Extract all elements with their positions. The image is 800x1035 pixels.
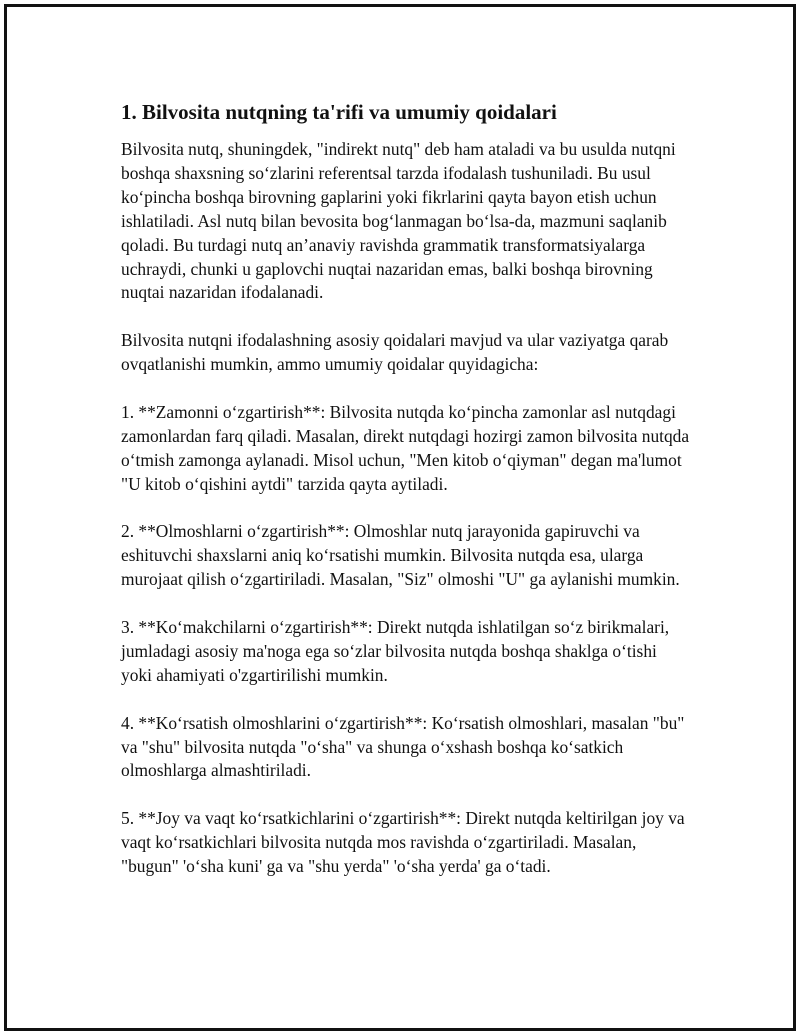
rule-item-demonstratives: 4. **Ko‘rsatish olmoshlarini o‘zgartirish**: Ko‘rsatish olmoshlari, masalan "bu" va "shu" bilvosita nutqda "o‘sha" va shunga o‘xshash boshqa ko‘satkich olmoshlarga almashtiriladi.	[121, 712, 685, 781]
paragraph-definition: Bilvosita nutq, shuningdek, "indirekt nutq" deb ham ataladi va bu usulda nutqni boshqa shaxsning so‘zlarini referentsal tarzda ifodalash tushuniladi. Bu usul ko‘pincha boshqa birovning gaplarini yoki fikrlarini qayta bayon etish uchun ishlatiladi. Asl nutq bilan bevosita bog‘lanmagan bo‘lsa-da, mazmuni saqlanib qoladi. Bu turdagi nutq an’anaviy ravishda grammatik transformatsiyalarga uchraydi, chunki u gaplovchi nuqtai nazaridan emas, balki boshqa birovning nuqtai nazaridan ifodalanadi.	[121, 139, 676, 303]
rule-item-place-time: 5. **Joy va vaqt ko‘rsatkichlarini o‘zgartirish**: Direkt nutqda keltirilgan joy va vaqt ko‘rsatkichlari bilvosita nutqda mos ravishda o‘zgartiriladi. Masalan, "bugun" 'o‘sha kuni' ga va "shu yerda" 'o‘sha yerda' ga o‘tadi.	[121, 808, 685, 877]
rule-item-auxiliaries: 3. **Ko‘makchilarni o‘zgartirish**: Direkt nutqda ishlatilgan so‘z birikmalari, jumladagi asosiy ma'noga ega so‘zlar bilvosita nutqda boshqa shaklga o‘tishi yoki ahamiyati o'zgartirilishi mumkin.	[121, 617, 670, 685]
paragraph-rules-intro: Bilvosita nutqni ifodalashning asosiy qoidalari mavjud va ular vaziyatga qarab ovqatlanishi mumkin, ammo umumiy qoidalar quyidagicha:	[121, 330, 669, 375]
document-body	[121, 99, 691, 903]
rule-item-tense: 1. **Zamonni o‘zgartirish**: Bilvosita nutqda ko‘pincha zamonlar asl nutqdagi zamonlardan farq qiladi. Masalan, direkt nutqdagi hozirgi zamon bilvosita nutqda o‘tmish zamonga aylanadi. Misol uchun, "Men kitob o‘qiyman" degan ma'lumot "U kitob o‘qishini aytdi" tarzida qayta aytiladi.	[121, 401, 690, 494]
section-heading: 1. Bilvosita nutqning ta'rifi va umumiy qoidalari	[121, 100, 557, 124]
rule-item-pronouns: 2. **Olmoshlarni o‘zgartirish**: Olmoshlar nutq jarayonida gapiruvchi va eshituvchi shaxslarni aniq ko‘rsatishi mumkin. Bilvosita nutqda esa, ularga murojaat qilish o‘zgartiriladi. Masalan, "Siz" olmoshi "U" ga aylanishi mumkin.	[121, 521, 680, 590]
page-frame	[4, 4, 796, 1031]
